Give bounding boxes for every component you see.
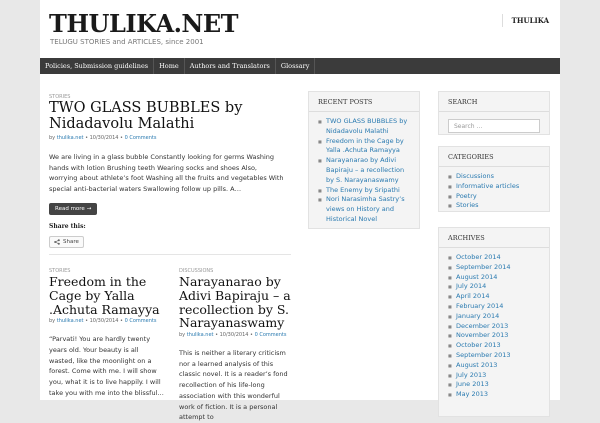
widget-title: CATEGORIES xyxy=(439,147,549,167)
share-label: Share this: xyxy=(49,222,86,230)
widget-title: SEARCH xyxy=(439,92,549,112)
archive-link[interactable]: ■ December 2013 xyxy=(448,322,540,332)
archive-link[interactable]: ■ July 2013 xyxy=(448,371,540,381)
site-tagline: TELUGU STORIES and ARTICLES, since 2001 xyxy=(50,38,204,46)
archive-link[interactable]: ■ February 2014 xyxy=(448,302,540,312)
meta-by: by xyxy=(49,134,56,141)
post-card-left xyxy=(49,268,165,399)
archive-link[interactable]: ■ September 2013 xyxy=(448,351,540,361)
archive-link[interactable]: ■ January 2014 xyxy=(448,312,540,322)
recent-post-link[interactable]: ■ Nori Narasimha Sastry’s views on History and Historical Novel xyxy=(318,195,410,224)
post-title[interactable]: Narayanarao by Adivi Bapiraju – a recollection by S. Narayanaswamy xyxy=(179,274,291,331)
meta-date: • 10/30/2014 • xyxy=(213,332,255,338)
archives-widget xyxy=(438,227,550,417)
category-link[interactable]: ■ Discussions xyxy=(448,172,540,182)
post-divider xyxy=(49,254,291,255)
comments-link[interactable]: 0 Comments xyxy=(124,318,157,325)
widget-title: RECENT POSTS xyxy=(309,92,419,112)
share-button[interactable] xyxy=(49,236,84,248)
search-input[interactable]: Search ... xyxy=(448,119,540,133)
author-link[interactable]: thulika.net xyxy=(56,318,84,325)
categories-list xyxy=(439,167,549,211)
recent-post-link[interactable]: ■ Narayanarao by Adivi Bapiraju – a recollection by S. Narayanaswamy xyxy=(318,156,410,185)
page xyxy=(40,0,560,422)
archive-link[interactable]: ■ October 2013 xyxy=(448,341,540,351)
meta-by: by xyxy=(179,332,186,338)
comments-link[interactable]: 0 Comments xyxy=(254,332,287,338)
recent-post-link[interactable]: ■ TWO GLASS BUBBLES by Nidadavolu Malathi xyxy=(318,117,410,137)
categories-widget xyxy=(438,146,550,212)
nav-item-policies[interactable]: Policies, Submission guidelines xyxy=(40,58,154,74)
post-excerpt: We are living in a glass bubble Constantly looking for germs Washing hands with lotion Brushing teeth Wearing socks and shoes Also, worrying about athlete’s foot Washing all the fruits and vegetables With special anti-bacterial waters Swallowing follow up pills. A… xyxy=(49,152,284,194)
post-title[interactable]: Freedom in the Cage by Yalla .Achuta Ramayya xyxy=(49,274,160,317)
top-link-thulika[interactable]: THULIKA xyxy=(502,14,549,27)
nav-item-glossary[interactable]: Glossary xyxy=(276,58,316,74)
archive-link[interactable]: ■ November 2013 xyxy=(448,331,540,341)
meta-by: by xyxy=(49,318,56,325)
post-category[interactable]: DISCUSSIONS xyxy=(179,268,214,274)
post-title[interactable]: TWO GLASS BUBBLES by Nidadavolu Malathi xyxy=(49,100,243,132)
archive-link[interactable]: ■ August 2013 xyxy=(448,361,540,371)
meta-date: • 10/30/2014 • xyxy=(83,134,125,141)
archive-link[interactable]: ■ April 2014 xyxy=(448,292,540,302)
archive-link[interactable]: ■ July 2014 xyxy=(448,282,540,292)
nav-item-authors[interactable]: Authors and Translators xyxy=(185,58,276,74)
archive-link[interactable]: ■ May 2013 xyxy=(448,390,540,400)
main-nav xyxy=(40,58,560,74)
author-link[interactable]: thulika.net xyxy=(56,134,84,141)
category-link[interactable]: ■ Stories xyxy=(448,201,540,211)
author-link[interactable]: thulika.net xyxy=(186,332,214,338)
read-more-button[interactable]: Read more → xyxy=(49,203,97,215)
comments-link[interactable]: 0 Comments xyxy=(124,134,157,141)
site-title[interactable]: THULIKA.NET xyxy=(49,9,239,38)
meta-date: • 10/30/2014 • xyxy=(83,318,125,325)
recent-post-link[interactable]: ■ Freedom in the Cage by Yalla .Achuta Ramayya xyxy=(318,137,410,157)
post-excerpt: This is neither a literary criticism nor a learned analysis of this classic novel. It is a reader’s fond recollection of his life-long association with this wonderful work of fiction. It is a personal attempt to xyxy=(179,349,288,422)
post-category[interactable]: STORIES xyxy=(49,268,71,274)
recent-posts-widget xyxy=(308,91,420,229)
post-category[interactable]: STORIES xyxy=(49,94,71,100)
widget-title: ARCHIVES xyxy=(439,228,549,248)
nav-item-home[interactable]: Home xyxy=(154,58,185,74)
post-meta xyxy=(179,332,293,338)
share-icon xyxy=(54,239,60,245)
archive-link[interactable]: ■ June 2013 xyxy=(448,380,540,390)
post-featured xyxy=(49,94,291,249)
category-link[interactable]: ■ Poetry xyxy=(448,192,540,202)
category-link[interactable]: ■ Informative articles xyxy=(448,182,540,192)
recent-post-link[interactable]: ■ The Enemy by Sripathi xyxy=(318,186,410,196)
post-excerpt: “Parvati! You are hardly twenty years old. Your beauty is all wasted, like the moonlight on a forest. Come with me. I will show you, what it is to live happily. I will take you with me into the blissful… xyxy=(49,335,164,397)
post-meta xyxy=(49,318,165,324)
archive-link[interactable]: ■ September 2014 xyxy=(448,263,540,273)
post-meta xyxy=(49,135,291,141)
archive-link[interactable]: ■ October 2014 xyxy=(448,253,540,263)
search-widget xyxy=(438,91,550,135)
post-card-right xyxy=(179,268,293,423)
archive-link[interactable]: ■ August 2014 xyxy=(448,273,540,283)
site-header xyxy=(40,0,560,58)
share-button-label: Share xyxy=(63,238,79,245)
recent-posts-list xyxy=(309,112,419,225)
archives-list xyxy=(439,248,549,400)
